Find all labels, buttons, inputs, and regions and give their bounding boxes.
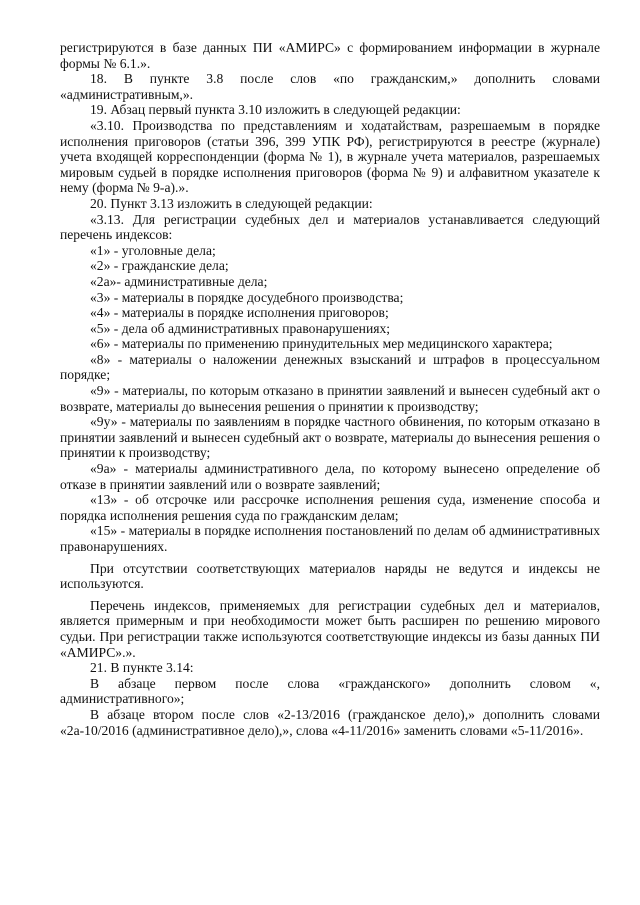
index-list-item: «5» - дела об административных правонарушениях; bbox=[90, 320, 391, 336]
index-list-item: «4» - материалы в порядке исполнения приговоров; bbox=[90, 305, 389, 321]
paragraph-item-20: 20. Пункт 3.13 изложить в следующей редакции: bbox=[90, 195, 373, 211]
paragraph-index-list-note: Перечень индексов, применяемых для регистрации судебных дел и материалов, является примерным и при необходимости может быть расширен по решению мирового судьи. При регистрации также используются соответствующие индексы из базы данных ПИ «АМИРС».». bbox=[60, 597, 600, 660]
index-list-item: «13» - об отсрочке или рассрочке исполнения решения суда, изменение способа и порядка исполнения решения суда по гражданским делам; bbox=[60, 492, 600, 523]
paragraph-item-18: 18. В пункте 3.8 после слов «по гражданским,» дополнить словами «административным,». bbox=[60, 71, 600, 102]
index-list-item: «3» - материалы в порядке досудебного производства; bbox=[90, 289, 404, 305]
index-list-item: «15» - материалы в порядке исполнения постановлений по делам об административных правонарушениях. bbox=[60, 523, 600, 554]
index-list-item: «2» - гражданские дела; bbox=[90, 258, 229, 274]
document-page bbox=[60, 40, 600, 738]
index-list-item: «1» - уголовные дела; bbox=[90, 242, 216, 258]
paragraph-first-abzac: В абзаце первом после слова «гражданского» дополнить словом «, административного»; bbox=[60, 675, 600, 707]
paragraph-continuation: регистрируются в базе данных ПИ «АМИРС» с формированием информации в журнале формы № 6.1.». bbox=[60, 40, 600, 71]
index-list-item: «2а»- административные дела; bbox=[90, 273, 268, 289]
index-list-item: «9а» - материалы административного дела, по которому вынесено определение об отказе в принятии заявлений или о возврате заявлений; bbox=[60, 461, 600, 492]
index-list-item: «6» - материалы по применению принудительных мер медицинского характера; bbox=[90, 336, 553, 352]
paragraph-quote-3-13: «3.13. Для регистрации судебных дел и материалов устанавливается следующий перечень индексов: bbox=[60, 211, 600, 243]
index-list-item: «9» - материалы, по которым отказано в принятии заявлений и вынесен судебный акт о возврате, материалы до вынесения решения о принятии к производству; bbox=[60, 383, 600, 414]
paragraph-second-abzac: В абзаце втором после слов «2-13/2016 (гражданское дело),» дополнить словами «2а-10/2016 (административное дело),», слова «4-11/2016» заменить словами «5-11/2016». bbox=[60, 706, 600, 738]
paragraph-item-19: 19. Абзац первый пункта 3.10 изложить в следующей редакции: bbox=[90, 102, 461, 118]
paragraph-quote-3-10: «3.10. Производства по представлениям и ходатайствам, разрешаемым в порядке исполнения приговоров (статьи 396, 399 УПК РФ), регистрируются в реестре (журнале) учета входящей корреспонденции (форма № 1), в журнале учета материалов, разрешаемых мировым судьей в порядке исполнения приговоров (форма № 9) и алфавитном указателе к нему (форма № 9-а).». bbox=[60, 117, 600, 196]
paragraph-no-materials: При отсутствии соответствующих материалов наряды не ведутся и индексы не используются. bbox=[60, 560, 600, 592]
index-list-item: «8» - материалы о наложении денежных взысканий и штрафов в процессуальном порядке; bbox=[60, 351, 600, 383]
index-list-item: «9у» - материалы по заявлениям в порядке частного обвинения, по которым отказано в принятии заявлений и вынесен судебный акт о возврате, материалы до вынесения решения о принятии к производству; bbox=[60, 414, 600, 461]
paragraph-item-21: 21. В пункте 3.14: bbox=[90, 660, 194, 676]
